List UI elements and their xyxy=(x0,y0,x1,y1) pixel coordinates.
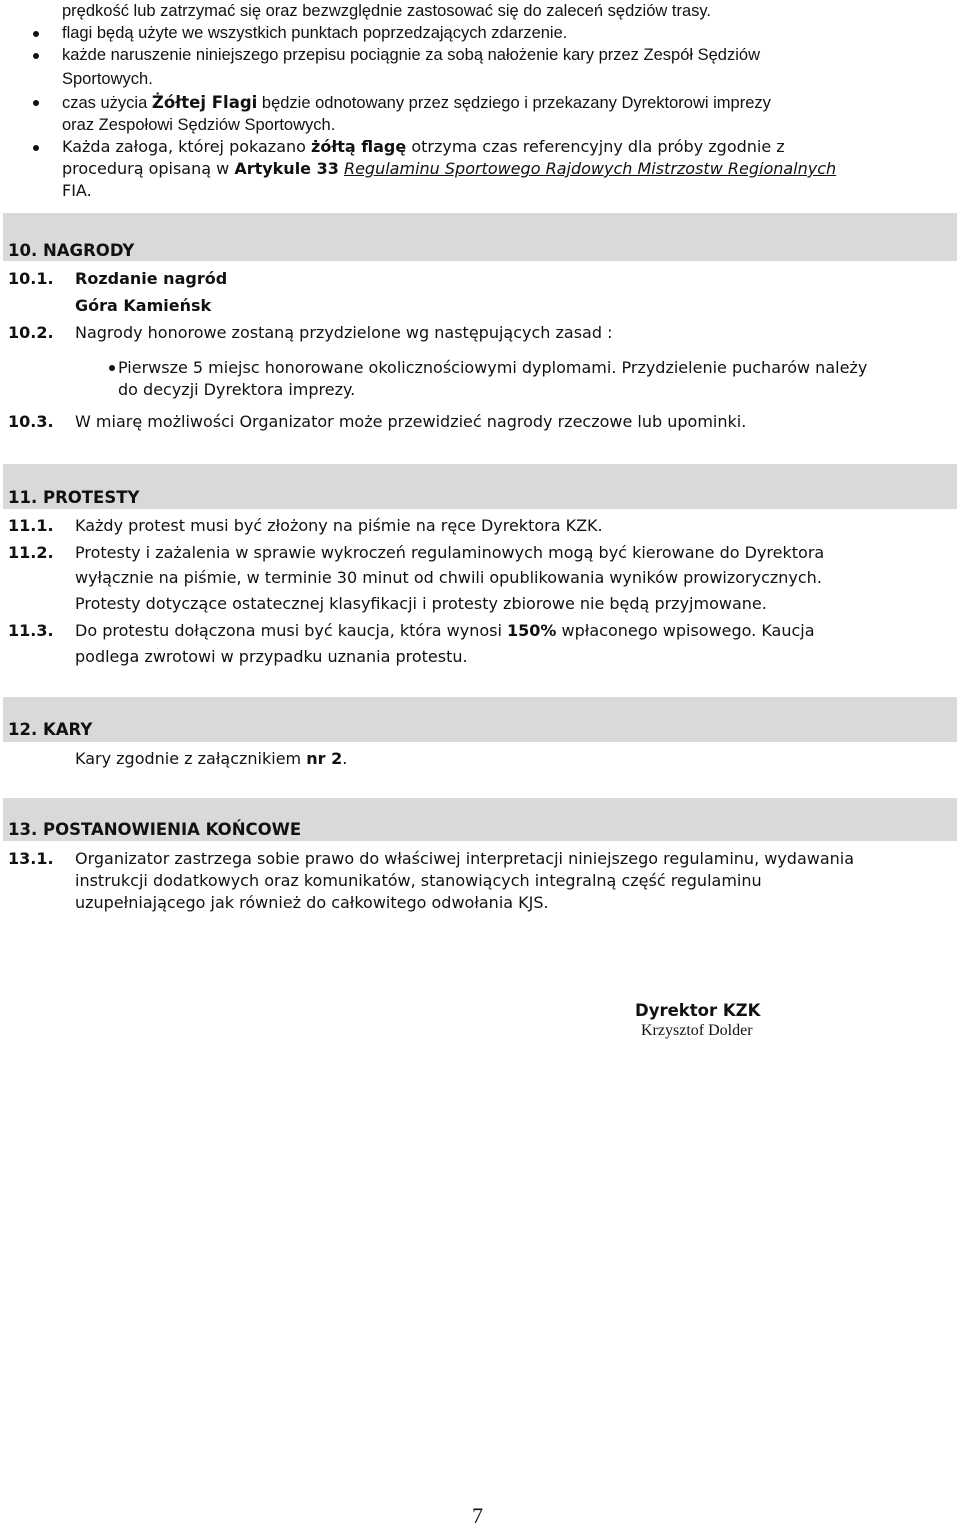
bullet-icon xyxy=(33,53,39,59)
section-title: 13. POSTANOWIENIA KOŃCOWE xyxy=(8,820,302,839)
list-item: Pierwsze 5 miejsc honorowane okolicznościowymi dyplomami. Przydzielenie pucharów należy xyxy=(118,358,868,377)
text: . xyxy=(342,749,348,768)
clause-number: 10.1. xyxy=(8,269,54,288)
paragraph-continuation: prędkość lub zatrzymać się oraz bezwzględnie zastosować się do zaleceń sędziów trasy. xyxy=(62,2,711,20)
clause-number: 11.1. xyxy=(8,516,54,535)
signature-name: Krzysztof Dolder xyxy=(641,1022,753,1039)
clause-text: Protesty i zażalenia w sprawie wykroczeń regulaminowych mogą być kierowane do Dyrektora xyxy=(75,543,825,562)
text: czas użycia xyxy=(62,94,152,112)
clause-number: 11.2. xyxy=(8,543,54,562)
bold-text: Artykule 33 xyxy=(234,159,339,178)
clause-text: Nagrody honorowe zostaną przydzielone wg następujących zasad : xyxy=(75,323,613,342)
section-header-band xyxy=(3,697,957,742)
section-header-band xyxy=(3,464,957,509)
clause-text: wyłącznie na piśmie, w terminie 30 minut od chwili opublikowania wyników prowizorycznych. xyxy=(75,568,822,587)
list-item-continuation: FIA. xyxy=(62,181,92,200)
clause-text: W miarę możliwości Organizator może przewidzieć nagrody rzeczowe lub upominki. xyxy=(75,412,747,431)
clause-number: 11.3. xyxy=(8,621,54,640)
bold-text: żółtą flagę xyxy=(311,137,407,156)
regulation-reference: Regulaminu Sportowego Rajdowych Mistrzostw Regionalnych xyxy=(343,159,837,178)
bullet-icon xyxy=(109,365,115,371)
clause-text: instrukcji dodatkowych oraz komunikatów, stanowiących integralną część regulaminu xyxy=(75,871,762,890)
clause-text: Każdy protest musi być złożony na piśmie na ręce Dyrektora KZK. xyxy=(75,516,603,535)
signature-title: Dyrektor KZK xyxy=(635,1001,761,1020)
list-item-continuation: do decyzji Dyrektora imprezy. xyxy=(118,380,356,399)
clause-text: Organizator zastrzega sobie prawo do właściwej interpretacji niniejszego regulaminu, wydawania xyxy=(75,849,855,868)
bullet-icon xyxy=(33,100,39,106)
section-title: 10. NAGRODY xyxy=(8,241,135,260)
bold-text: 150% xyxy=(507,621,557,640)
text: Każda załoga, której pokazano xyxy=(62,137,312,156)
section-title: 11. PROTESTY xyxy=(8,488,140,507)
text: otrzyma czas referencyjny dla próby zgodnie z xyxy=(406,137,785,156)
clause-number: 13.1. xyxy=(8,849,54,868)
text: procedurą opisaną w xyxy=(62,159,235,178)
clause-title: Rozdanie nagród xyxy=(75,269,228,288)
list-item xyxy=(62,136,785,158)
list-item: każde naruszenie niniejszego przepisu pociągnie za sobą nałożenie kary przez Zespół Sędziów xyxy=(62,46,760,64)
clause-number: 10.2. xyxy=(8,323,54,342)
text: Kary zgodnie z załącznikiem xyxy=(75,749,307,768)
clause-text xyxy=(75,620,815,642)
bold-text: nr 2 xyxy=(306,749,343,768)
bullet-icon xyxy=(33,145,39,151)
list-item-continuation: oraz Zespołowi Sędziów Sportowych. xyxy=(62,116,336,134)
section-title: 12. KARY xyxy=(8,720,93,739)
list-item-continuation xyxy=(62,158,836,180)
text: Do protestu dołączona musi być kaucja, która wynosi xyxy=(75,621,508,640)
bullet-icon xyxy=(33,31,39,37)
clause-text: Protesty dotyczące ostatecznej klasyfikacji i protesty zbiorowe nie będą przyjmowane. xyxy=(75,594,767,613)
list-item xyxy=(62,92,771,114)
list-item: flagi będą użyte we wszystkich punktach poprzedzających zdarzenie. xyxy=(62,24,568,42)
clause-text: uzupełniającego jak również do całkowitego odwołania KJS. xyxy=(75,893,549,912)
list-item-continuation: Sportowych. xyxy=(62,70,153,88)
section-header-band xyxy=(3,213,957,261)
text: wpłaconego wpisowego. Kaucja xyxy=(556,621,815,640)
location-name: Góra Kamieńsk xyxy=(75,296,212,315)
page-number: 7 xyxy=(472,1503,483,1528)
clause-text: podlega zwrotowi w przypadku uznania protestu. xyxy=(75,647,468,666)
clause-number: 10.3. xyxy=(8,412,54,431)
clause-text xyxy=(75,748,347,770)
text: będzie odnotowany przez sędziego i przekazany Dyrektorowi imprezy xyxy=(257,94,771,112)
bold-text: Żółtej Flagi xyxy=(151,93,258,112)
